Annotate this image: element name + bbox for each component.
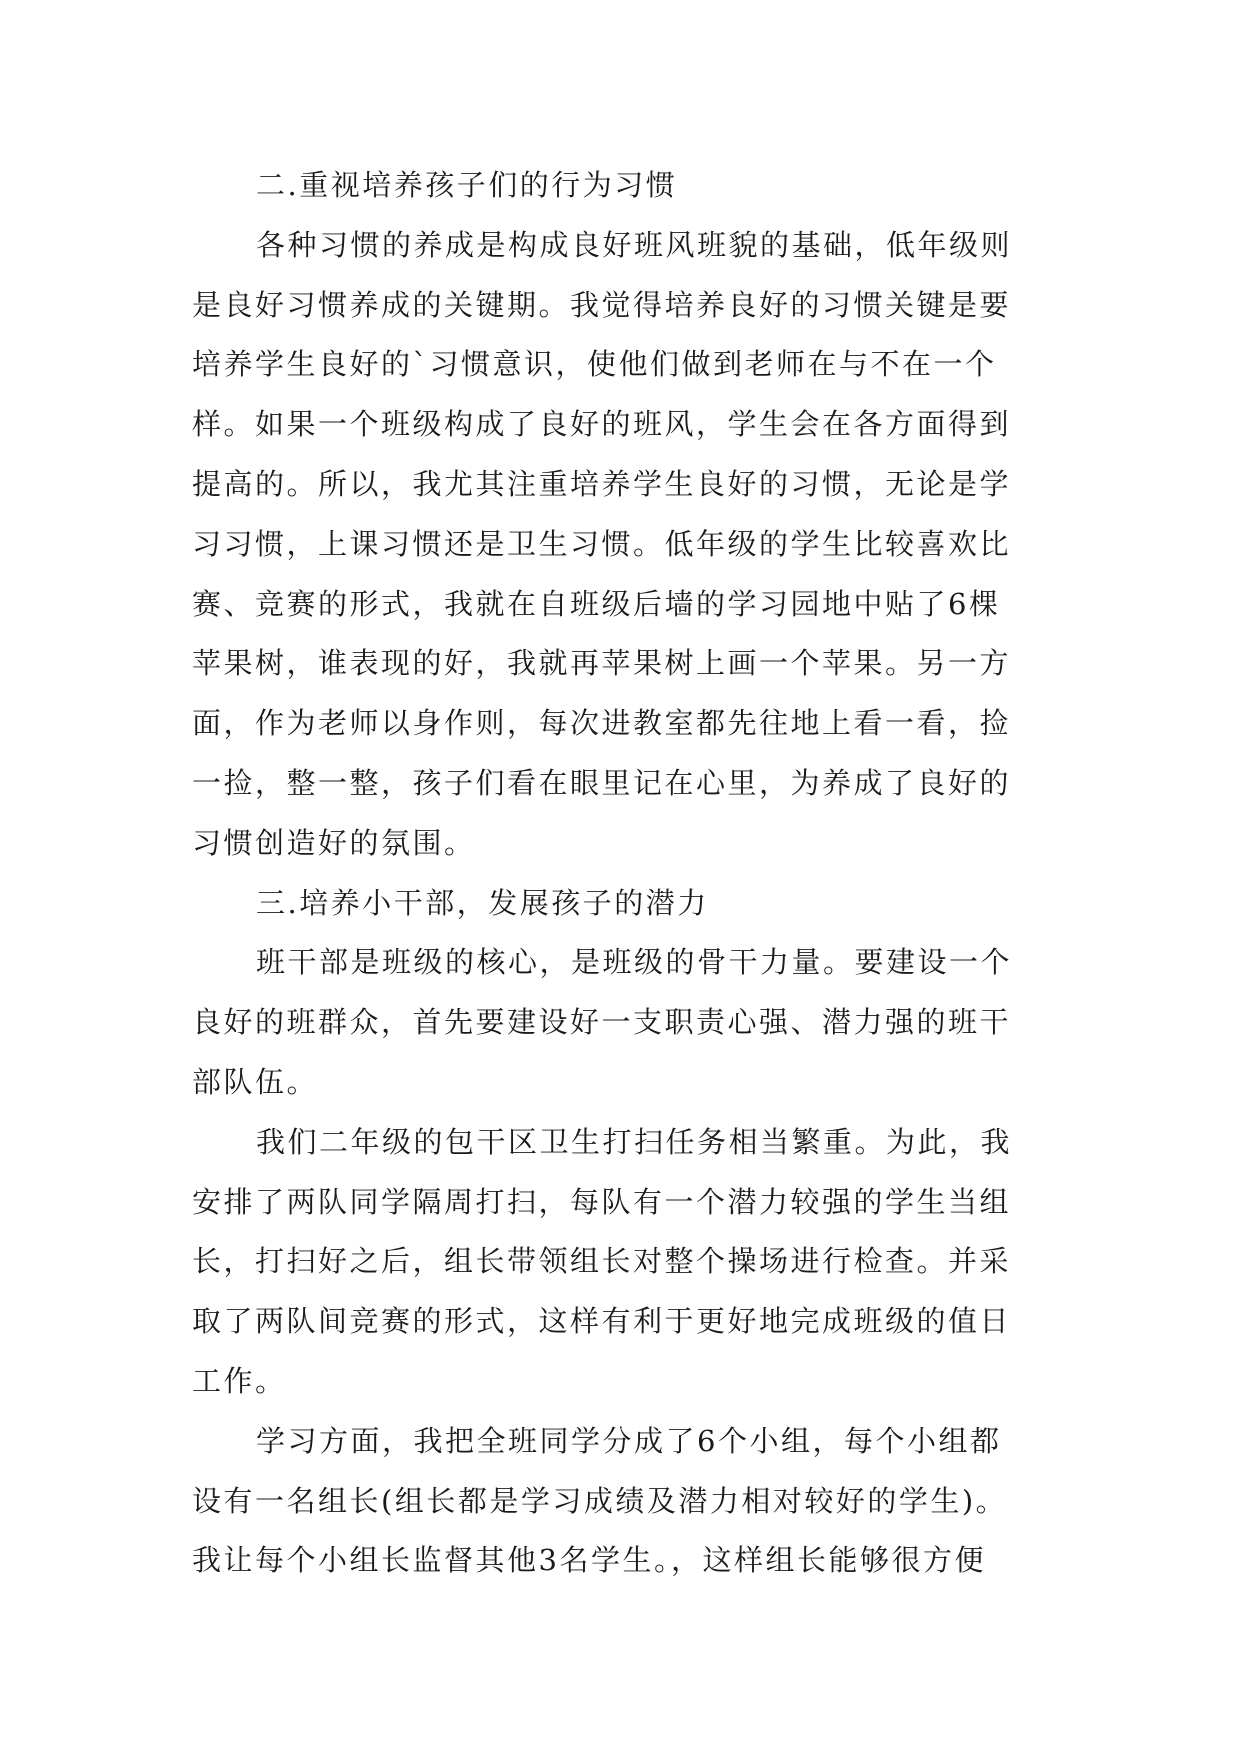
- body-text: [192, 156, 1072, 1591]
- text-line: 习习惯，上课习惯还是卫生习惯。低年级的学生比较喜欢比: [192, 526, 1012, 561]
- text-line: 良好的班群众，首先要建设好一支职责心强、潜力强的班干: [192, 1005, 1012, 1040]
- text-line: 面，作为老师以身作则，每次进教室都先往地上看一看，捡: [192, 706, 1012, 741]
- text-line: 赛、竞赛的形式，我就在自班级后墙的学习园地中贴了6棵: [192, 586, 1001, 621]
- text-line: 设有一名组长(组长都是学习成绩及潜力相对较好的学生)。: [192, 1483, 1008, 1518]
- text-line: 我们二年级的包干区卫生打扫任务相当繁重。为此，我: [256, 1124, 1013, 1159]
- text-line: 一捡，整一整，孩子们看在眼里记在心里，为养成了良好的: [192, 765, 1012, 800]
- text-line: 安排了两队同学隔周打扫，每队有一个潜力较强的学生当组: [192, 1184, 1012, 1219]
- text-line: 样。如果一个班级构成了良好的班风，学生会在各方面得到: [192, 407, 1012, 442]
- text-line: 各种习惯的养成是构成良好班风班貌的基础，低年级则: [256, 227, 1013, 262]
- text-line: 班干部是班级的核心，是班级的骨干力量。要建设一个: [256, 945, 1013, 980]
- text-line: 二.重视培养孩子们的行为习惯: [256, 168, 678, 202]
- text-line: 习惯创造好的氛围。: [192, 825, 476, 860]
- text-line: 培养学生良好的`习惯意识，使他们做到老师在与不在一个: [192, 347, 997, 382]
- text-line: 提高的。所以，我尤其注重培养学生良好的习惯，无论是学: [192, 466, 1012, 501]
- text-line: 部队伍。: [192, 1064, 319, 1099]
- text-line: 学习方面，我把全班同学分成了6个小组，每个小组都: [256, 1423, 1002, 1458]
- text-line: 苹果树，谁表现的好，我就再苹果树上画一个苹果。另一方: [192, 646, 1012, 681]
- text-line: 工作。: [192, 1363, 287, 1398]
- text-line: 取了两队间竞赛的形式，这样有利于更好地完成班级的值日: [192, 1304, 1012, 1339]
- text-line: 是良好习惯养成的关键期。我觉得培养良好的习惯关键是要: [192, 287, 1012, 322]
- text-line: 我让每个小组长监督其他3名学生。，这样组长能够很方便: [192, 1543, 986, 1578]
- text-line: 长，打扫好之后，组长带领组长对整个操场进行检查。并采: [192, 1244, 1012, 1279]
- text-line: 三.培养小干部，发展孩子的潜力: [256, 885, 709, 920]
